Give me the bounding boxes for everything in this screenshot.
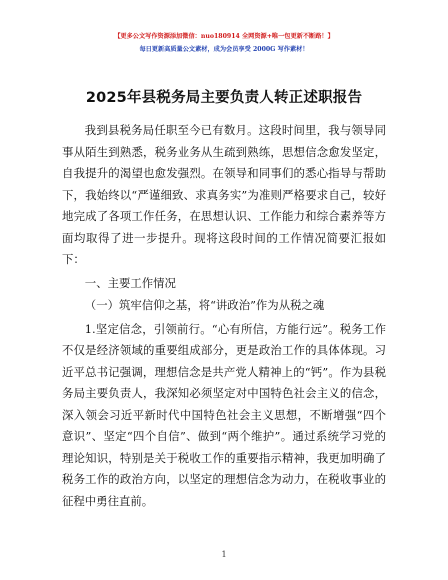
point-1-paragraph: 1.坚定信念，引领前行。“心有所信，方能行远”。税务工作不仅是经济领域的重要组成部分，更是政治工作的具体体现。习近平总书记强调，理想信念是共产党人精神上的“钙”。作为县税务局主要负责人，我深知必须坚定对中国特色社会主义的信念，深入领会习近平新时代中国特色社会主义思想，不断增强“四个意识”、坚定“四个自信”、做到“两个维护”。通过系统学习党的理论知识，特别是关于税收工作的重要指示精神，我更加明确了税务工作的政治方向，以坚定的理想信念为动力，在税收事业的征程中勇往直前。 (62, 321, 386, 508)
page-number: 1 (221, 550, 227, 559)
promo-banner-line-2: 每日更新高质量公文素材，成为会员享受 2000G 写作素材！ (139, 46, 309, 53)
promo-banner-line-1: 【更多公文写作资源添加微信：nuo180914 全网资源+唯一包更新不断路！】 (114, 33, 334, 40)
intro-paragraph: 我到县税务局任职至今已有数月。这段时间里，我与领导同事从陌生到熟悉，税务业务从生疏到熟练，思想信念愈发坚定，自我提升的渴望也愈发强烈。在领导和同事们的悉心指导与帮助下，我始终以“严谨细致、求真务实”为准则严格要求自己，较好地完成了各项工作任务，在思想认识、工作能力和综合素养等方面均取得了进一步提升。现将这段时间的工作情况简要汇报如下： (62, 123, 386, 266)
document-title: 2025年县税务局主要负责人转正述职报告 (85, 90, 363, 106)
subsection-heading-1: （一）筑牢信仰之基，将“讲政治”作为从税之魂 (84, 298, 325, 312)
section-heading-1: 一、主要工作情况 (84, 275, 176, 290)
promo-banner (62, 30, 386, 56)
